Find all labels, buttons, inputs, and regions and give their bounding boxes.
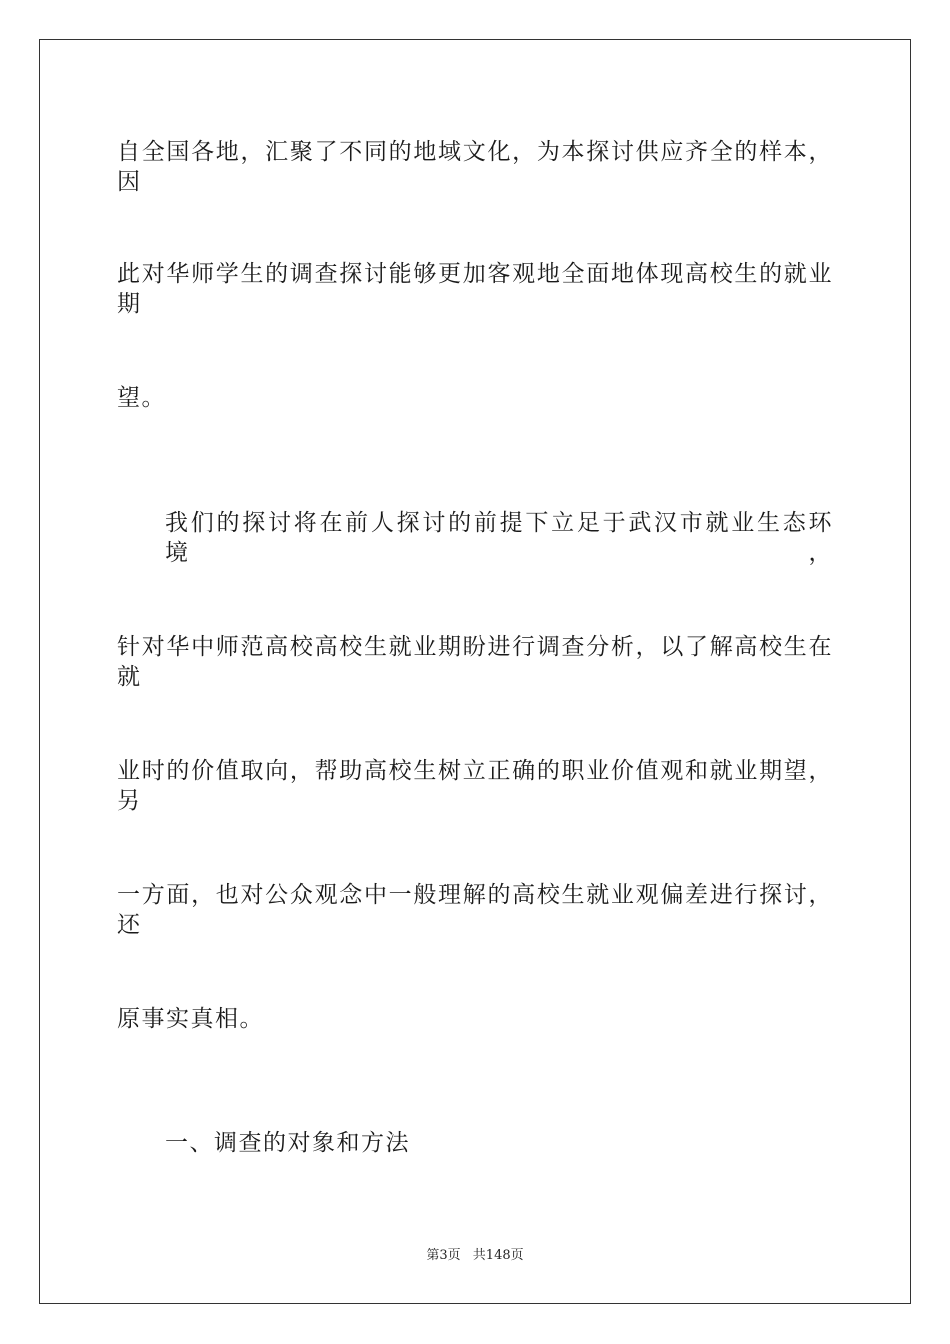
page-number-total: 共148页 bbox=[472, 1248, 524, 1263]
body-text-line: 原事实真相。 bbox=[117, 1006, 264, 1032]
body-text-line: 自全国各地，汇聚了不同的地域文化，为本探讨供应齐全的样本，因 bbox=[117, 139, 833, 195]
body-text-line: 此对华师学生的调查探讨能够更加客观地全面地体现高校生的就业期 bbox=[117, 261, 833, 317]
page-footer bbox=[0, 1247, 950, 1265]
body-text-line: 我们的探讨将在前人探讨的前提下立足于武汉市就业生态环境， bbox=[165, 510, 833, 566]
body-text-line: 望。 bbox=[117, 385, 166, 411]
body-text-line: 针对华中师范高校高校生就业期盼进行调查分析，以了解高校生在就 bbox=[117, 634, 833, 690]
section-heading: 一、调查的对象和方法 bbox=[165, 1130, 410, 1156]
body-text-line: 一方面，也对公众观念中一般理解的高校生就业观偏差进行探讨，还 bbox=[117, 882, 833, 938]
page-number-current: 第3页 bbox=[426, 1248, 461, 1263]
body-text-line: 业时的价值取向，帮助高校生树立正确的职业价值观和就业期望，另 bbox=[117, 758, 833, 814]
